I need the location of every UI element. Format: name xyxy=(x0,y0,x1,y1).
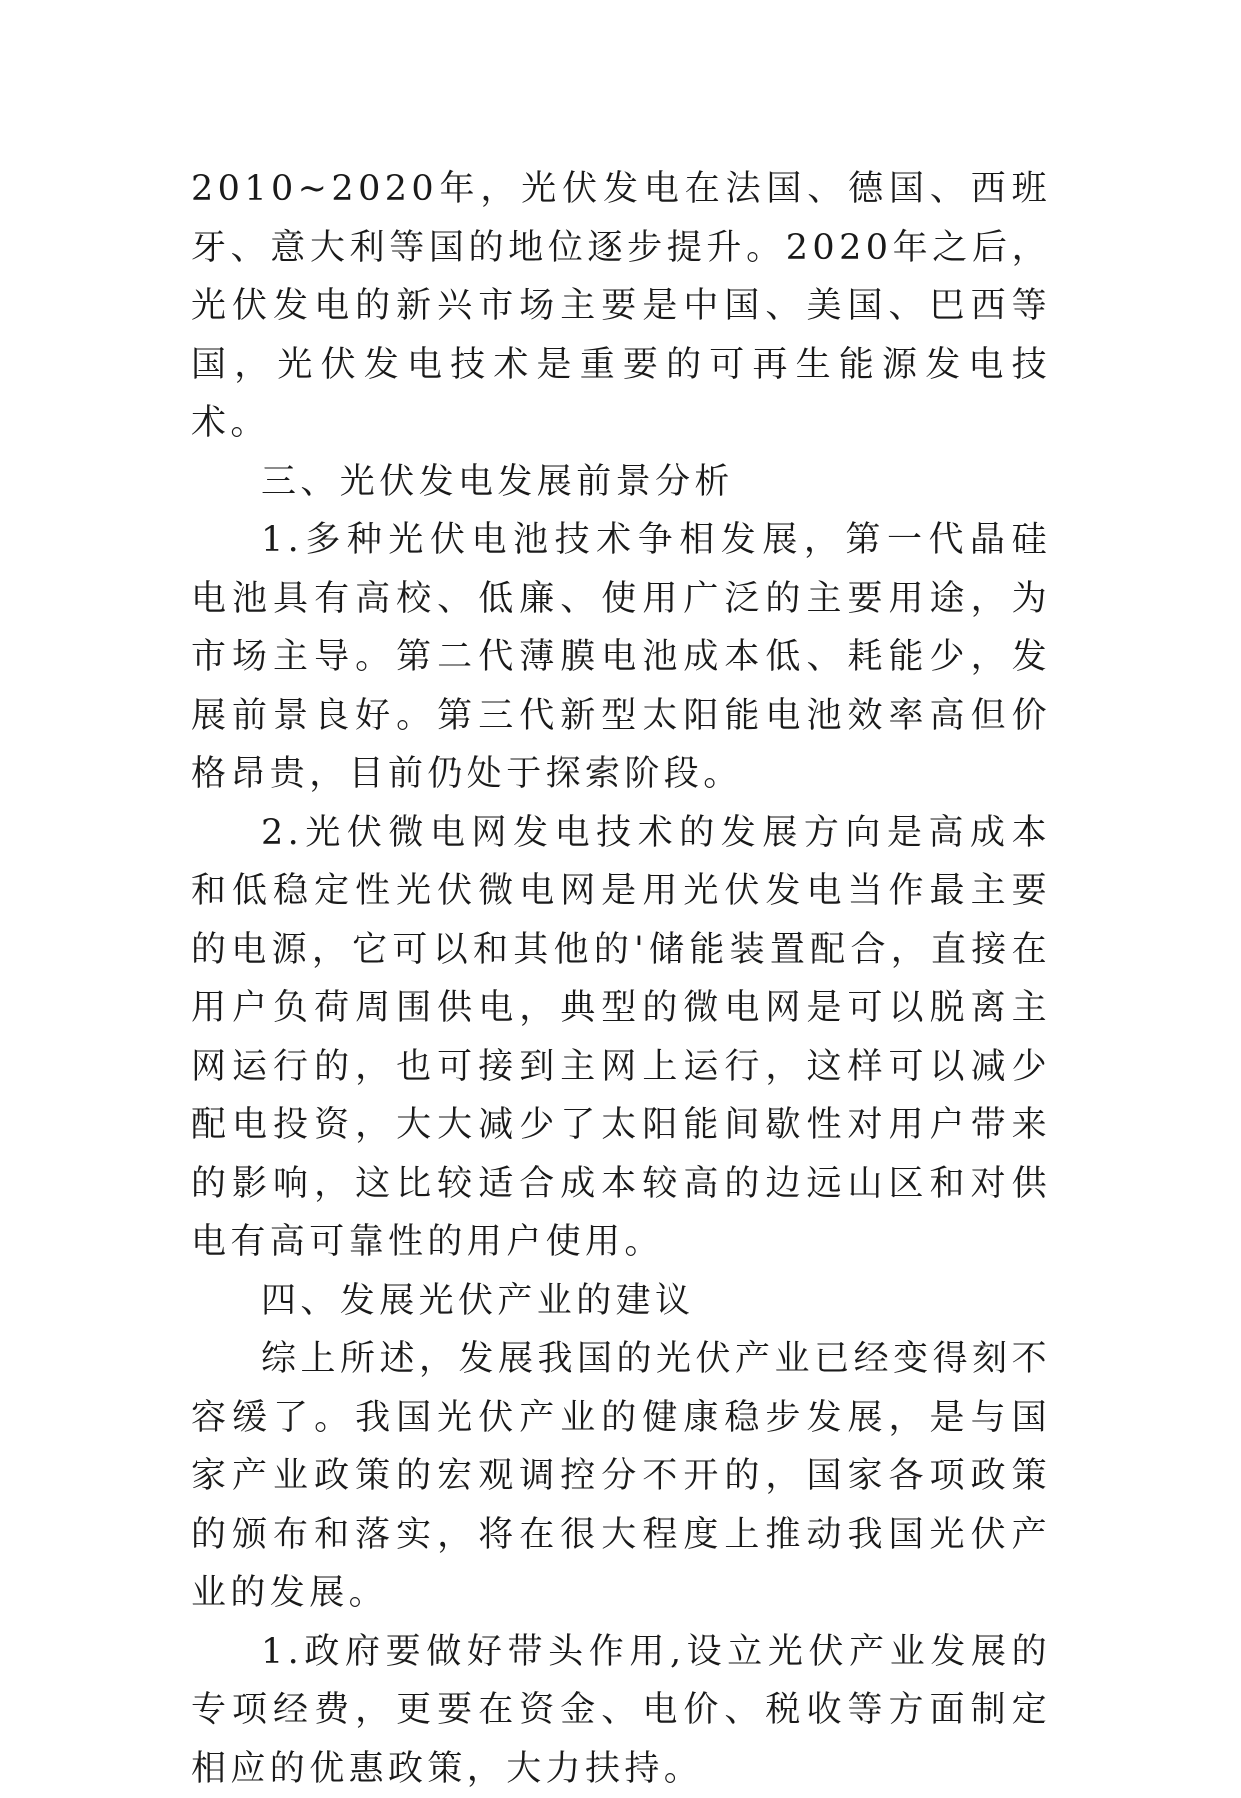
paragraph-government-role: 1.政府要做好带头作用,设立光伏产业发展的专项经费，更要在资金、电价、税收等方面制定相应的优惠政策，大力扶持。 xyxy=(191,1623,1051,1798)
paragraph-market-history: 2010~2020年，光伏发电在法国、德国、西班牙、意大利等国的地位逐步提升。2020年之后，光伏发电的新兴市场主要是中国、美国、巴西等国，光伏发电技术是重要的可再生能源发电技术。 xyxy=(191,160,1051,453)
paragraph-microgrid: 2.光伏微电网发电技术的发展方向是高成本和低稳定性光伏微电网是用光伏发电当作最主要的电源，它可以和其他的'储能装置配合，直接在用户负荷周围供电，典型的微电网是可以脱离主网运行的，也可接到主网上运行，这样可以减少配电投资，大大减少了太阳能间歇性对用户带来的影响，这比较适合成本较高的边远山区和对供电有高可靠性的用户使用。 xyxy=(191,804,1051,1272)
section-heading-prospects: 三、光伏发电发展前景分析 xyxy=(191,453,1051,512)
paragraph-summary: 综上所述，发展我国的光伏产业已经变得刻不容缓了。我国光伏产业的健康稳步发展，是与国家产业政策的宏观调控分不开的，国家各项政策的颁布和落实，将在很大程度上推动我国光伏产业的发展。 xyxy=(191,1330,1051,1623)
paragraph-cell-technologies: 1.多种光伏电池技术争相发展，第一代晶硅电池具有高校、低廉、使用广泛的主要用途，为市场主导。第二代薄膜电池成本低、耗能少，发展前景良好。第三代新型太阳能电池效率高但价格昂贵，目前仍处于探索阶段。 xyxy=(191,511,1051,804)
section-heading-suggestions: 四、发展光伏产业的建议 xyxy=(191,1272,1051,1331)
document-body xyxy=(191,160,1051,1798)
